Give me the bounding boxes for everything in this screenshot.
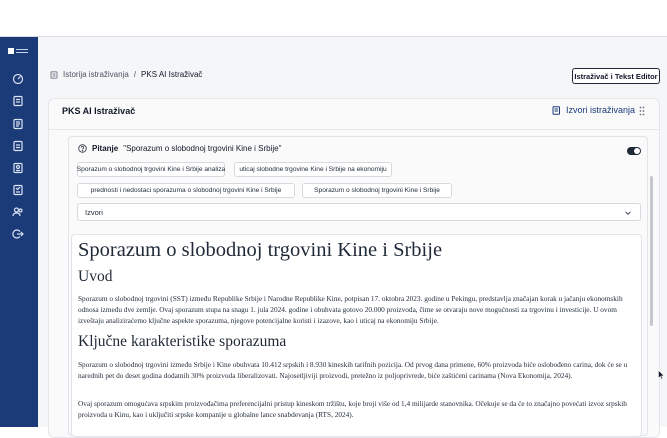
suggestion-chip[interactable]: uticaj slobodne trgovine Kine i Srbije na ekonomiju <box>234 162 392 177</box>
more-options-icon[interactable] <box>639 106 645 116</box>
question-text: "Sporazum o slobodnoj trgovini Kine i Srbije" <box>123 144 282 153</box>
file-icon[interactable] <box>12 140 24 152</box>
logout-icon[interactable] <box>12 228 24 240</box>
logo-icon[interactable] <box>8 46 30 56</box>
dashboard-icon[interactable] <box>12 72 24 84</box>
document-icon[interactable] <box>12 95 24 107</box>
sources-accordion[interactable] <box>77 203 641 221</box>
header-bar <box>38 37 667 93</box>
intro-paragraph: Sporazum o slobodnoj trgovini (SST) između Republike Srbije i Narodne Republike Kine, potpisan 17. oktobra 2023. godine u Pekingu, predstavlja značajan korak u jačanju ekonomskih odnosa između dve zemlje. Ovaj sporazum stupa na snagu 1. jula 2024. godine i obuhvata gotovo 20.000 proizvoda, čime se otvaraju nove mogućnosti za trgovinu i investicije. U ovom izveštaju analiziraćemo ključne aspekte sporazuma, njegove potencijalne koristi i izazove, kao i uticaj na ekonomiju Srbije. <box>78 294 623 325</box>
scrollbar[interactable] <box>650 176 653 326</box>
chevron-down-icon[interactable] <box>624 209 632 217</box>
panel-title: PKS AI Istraživač <box>62 106 136 116</box>
suggestion-chip[interactable]: Sporazum o slobodnoj trgovini Kine i Srbije <box>302 183 452 198</box>
bookmark-icon[interactable] <box>12 184 24 196</box>
breadcrumb <box>50 70 202 79</box>
breadcrumb-parent[interactable]: Istorija istraživanja <box>63 70 129 79</box>
question-label: Pitanje <box>92 144 119 153</box>
research-sources-label[interactable]: Izvori istraživanja <box>566 105 636 115</box>
sources-icon <box>552 106 561 115</box>
research-panel <box>48 98 660 438</box>
main-area <box>38 37 667 427</box>
list-icon[interactable] <box>12 118 24 130</box>
browser-top-strip <box>0 0 667 37</box>
features-paragraph-2: Ovaj sporazum omogućava srpskim proizvođačima preferencijalni pristup kineskom tržištu, koje broji više od 1,4 milijarde stanovnika. Očekuje se da će to značajno povećati izvoz srpskih proizvoda u Kinu, kao i uključiti srpske kompanije u globalne lance snabdevanja (RTS, 2024). <box>78 399 627 419</box>
notes-icon[interactable] <box>12 162 24 174</box>
breadcrumb-separator: / <box>133 70 137 79</box>
mouse-cursor-icon <box>658 370 665 380</box>
report-title: Sporazum o slobodnoj trgovini Kine i Srbije <box>78 239 443 261</box>
users-icon[interactable] <box>12 206 24 218</box>
section-heading-intro: Uvod <box>78 268 113 285</box>
question-toggle[interactable] <box>627 147 641 155</box>
panel-divider <box>49 129 659 130</box>
question-row <box>78 144 281 153</box>
help-circle-icon <box>78 144 87 153</box>
suggestion-chip[interactable]: prednosti i nedostaci sporazuma o slobodnoj trgovini Kine i Srbije <box>77 183 295 198</box>
sidebar <box>0 37 38 427</box>
features-paragraph-1: Sporazum o slobodnoj trgovini između Srbije i Kine obuhvata 10.412 srpskih i 8.930 kineskih tarifnih pozicija. Od prvog dana primene, 60% proizvoda biće oslobođeno carina, dok će se u narednih pet do deset godina dodatnih 30% proizvoda liberalizovati. Najosetljiviji proizvodi, pretežno iz poljoprivrede, biće zaštićeni carinama (Nova Ekonomija, 2024). <box>78 360 628 380</box>
history-icon <box>50 71 58 79</box>
suggestion-chip[interactable]: Sporazum o slobodnoj trgovini Kine i Srbije analiza <box>77 162 225 177</box>
sources-accordion-label: Izvori <box>85 208 103 217</box>
report-document <box>71 234 642 437</box>
research-sources-link[interactable] <box>552 105 635 115</box>
breadcrumb-current: PKS AI Istraživač <box>141 70 203 79</box>
question-card <box>68 136 648 436</box>
section-heading-features: Ključne karakteristike sporazuma <box>78 333 287 350</box>
editor-mode-button[interactable]: Istraživač i Tekst Editor <box>572 68 660 84</box>
